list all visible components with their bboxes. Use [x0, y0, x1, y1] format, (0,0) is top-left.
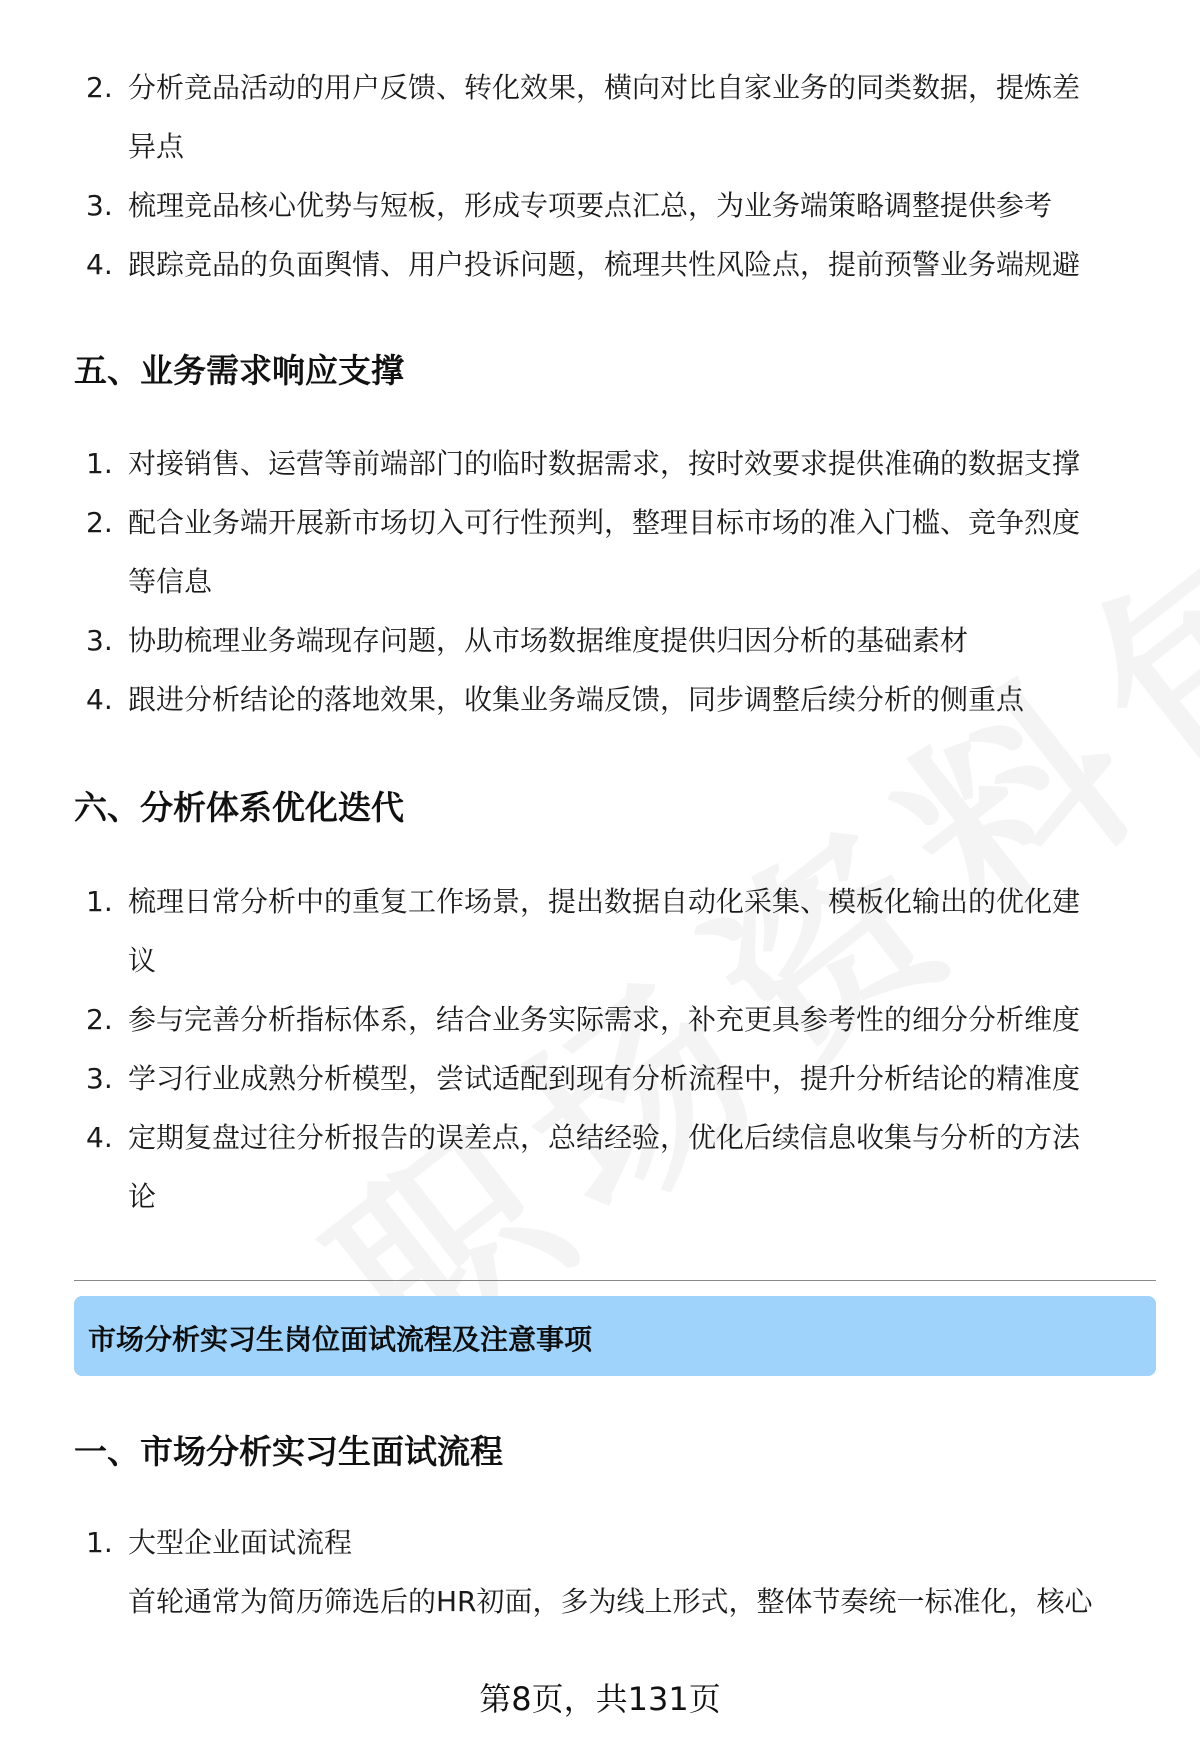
- list-item: [0, 493, 1200, 611]
- list-item: [0, 58, 1200, 176]
- list-item-text: 学习行业成熟分析模型，尝试适配到现有分析流程中，提升分析结论的精准度: [128, 1062, 1081, 1095]
- list-item-text: 梳理竞品核心优势与短板，形成专项要点汇总，为业务端策略调整提供参考: [128, 189, 1053, 222]
- list-item: [0, 1049, 1200, 1108]
- list-item-text-continued: 异点: [128, 130, 185, 163]
- section-heading: 五、业务需求响应支撑: [74, 351, 404, 390]
- list-item: [0, 670, 1200, 729]
- list-item-text: 对接销售、运营等前端部门的临时数据需求，按时效要求提供准确的数据支撑: [128, 447, 1081, 480]
- list-item-text: 参与完善分析指标体系，结合业务实际需求，补充更具参考性的细分分析维度: [128, 1003, 1081, 1036]
- list-item-text: 配合业务端开展新市场切入可行性预判，整理目标市场的准入门槛、竞争烈度: [128, 506, 1081, 539]
- list-item-text: 协助梳理业务端现存问题，从市场数据维度提供归因分析的基础素材: [128, 624, 969, 657]
- list-item-number: 3.: [86, 1062, 113, 1095]
- list-item-number: 1.: [86, 1526, 113, 1559]
- list-item: [0, 235, 1200, 294]
- section4-list: [0, 58, 1200, 294]
- list-item-number: 2.: [86, 1003, 113, 1036]
- list-item-number: 3.: [86, 189, 113, 222]
- list-item-text: 梳理日常分析中的重复工作场景，提出数据自动化采集、模板化输出的优化建: [128, 885, 1081, 918]
- section6-list: [0, 872, 1200, 1226]
- list-item: [0, 872, 1200, 990]
- section-banner: [74, 1296, 1156, 1376]
- page-footer: 第8页，共131页: [479, 1680, 721, 1718]
- list-item-number: 1.: [86, 885, 113, 918]
- list-item-number: 4.: [86, 248, 113, 281]
- list-item-text-continued: 论: [128, 1180, 157, 1213]
- list-item: [0, 1108, 1200, 1226]
- list-item: [0, 990, 1200, 1049]
- list-item: [0, 1513, 1200, 1631]
- list-item-text: 大型企业面试流程: [128, 1526, 353, 1559]
- list-item-number: 1.: [86, 447, 113, 480]
- list-item-text: 分析竞品活动的用户反馈、转化效果，横向对比自家业务的同类数据，提炼差: [128, 71, 1081, 104]
- list-item-number: 2.: [86, 71, 113, 104]
- list-item-number: 3.: [86, 624, 113, 657]
- list-item-number: 4.: [86, 1121, 113, 1154]
- list-item-text: 跟进分析结论的落地效果，收集业务端反馈，同步调整后续分析的侧重点: [128, 683, 1025, 716]
- list-item: [0, 611, 1200, 670]
- section-heading: 六、分析体系优化迭代: [74, 788, 404, 827]
- banner-title: 市场分析实习生岗位面试流程及注意事项: [88, 1323, 593, 1356]
- list-item-number: 4.: [86, 683, 113, 716]
- list-item-text: 定期复盘过往分析报告的误差点，总结经验，优化后续信息收集与分析的方法: [128, 1121, 1081, 1154]
- interview-list: [0, 1513, 1200, 1631]
- list-item-number: 2.: [86, 506, 113, 539]
- list-item: [0, 176, 1200, 235]
- section-divider: [74, 1280, 1156, 1281]
- list-item-text-continued: 议: [128, 944, 157, 977]
- list-item-text-continued: 首轮通常为简历筛选后的HR初面，多为线上形式，整体节奏统一标准化，核心: [128, 1585, 1093, 1618]
- section-heading: 一、市场分析实习生面试流程: [74, 1432, 503, 1471]
- list-item: [0, 434, 1200, 493]
- section5-list: [0, 434, 1200, 729]
- list-item-text-continued: 等信息: [128, 565, 213, 598]
- list-item-text: 跟踪竞品的负面舆情、用户投诉问题，梳理共性风险点，提前预警业务端规避: [128, 248, 1081, 281]
